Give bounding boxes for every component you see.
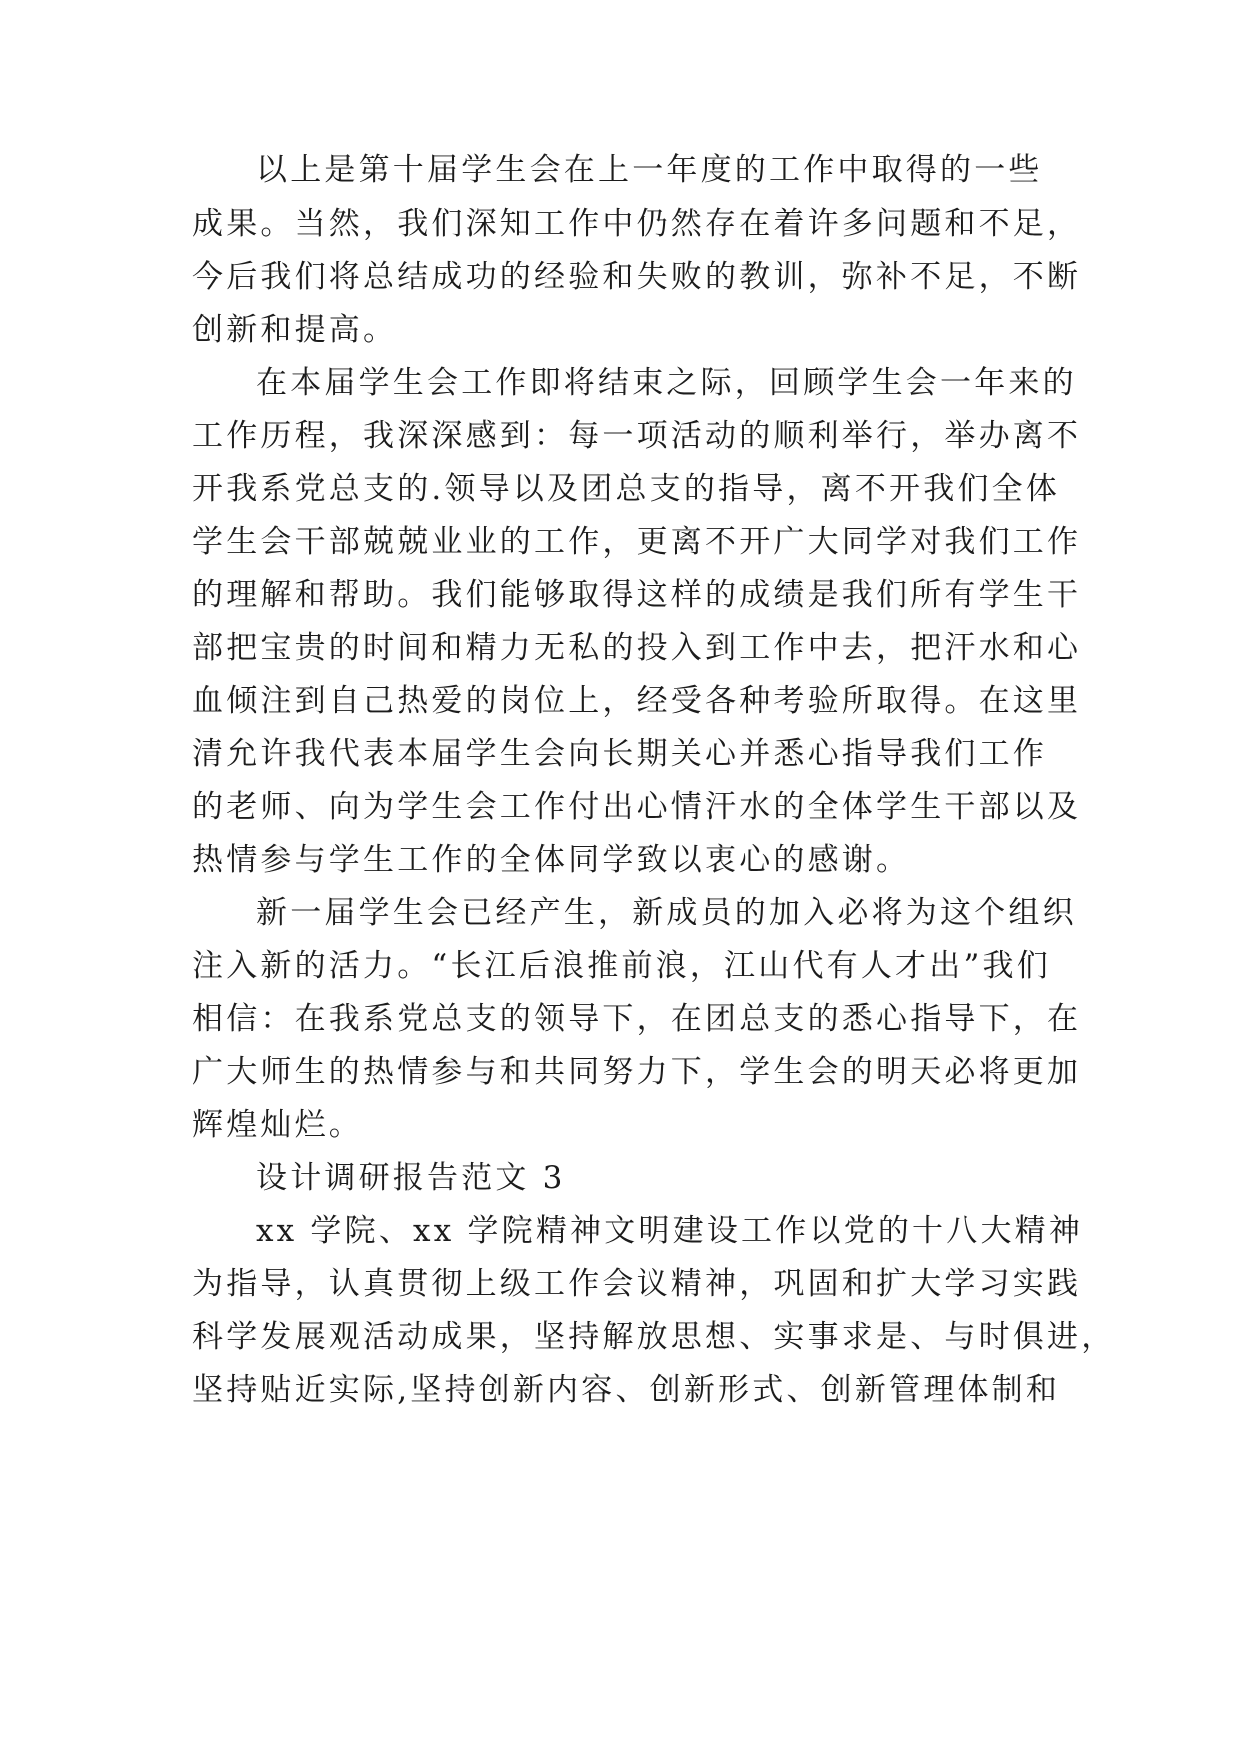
paragraph-2-line-2: 工作历程，我深深感到：每一项活动的顺利举行，举办离不 [192, 418, 1082, 454]
paragraph-2-line-5: 的理解和帮助。我们能够取得这样的成绩是我们所有学生干 [192, 577, 1082, 613]
paragraph-4-line-1: xx 学院、xx 学院精神文明建设工作以党的十八大精神 [256, 1213, 1084, 1249]
paragraph-3-line-3: 相信：在我系党总支的领导下，在团总支的悉心指导下，在 [192, 1001, 1082, 1037]
paragraph-2-line-6: 部把宝贵的时间和精力无私的投入到工作中去，把汗水和心 [192, 630, 1082, 666]
paragraph-4-line-2: 为指导，认真贯彻上级工作会议精神，巩固和扩大学习实践 [192, 1266, 1082, 1302]
paragraph-2-line-3: 开我系党总支的.领导以及团总支的指导，离不开我们全体 [192, 471, 1061, 507]
paragraph-3-line-1: 新一届学生会已经产生，新成员的加入必将为这个组织 [256, 895, 1077, 931]
paragraph-3-line-2: 注入新的活力。“长江后浪推前浪，江山代有人才出”我们 [192, 948, 1051, 984]
paragraph-1-line-3: 今后我们将总结成功的经验和失败的教训，弥补不足，不断 [192, 259, 1082, 295]
paragraph-2-line-8: 清允许我代表本届学生会向长期关心并悉心指导我们工作 [192, 736, 1047, 772]
paragraph-1-line-4: 创新和提高。 [192, 312, 398, 348]
paragraph-4-line-4: 坚持贴近实际,坚持创新内容、创新形式、创新管理体制和 [192, 1372, 1061, 1408]
paragraph-3-line-4: 广大师生的热情参与和共同努力下，学生会的明天必将更加 [192, 1054, 1082, 1090]
section-heading: 设计调研报告范文 3 [256, 1160, 566, 1196]
paragraph-2-line-1: 在本届学生会工作即将结束之际，回顾学生会一年来的 [256, 365, 1077, 401]
paragraph-2-line-10: 热情参与学生工作的全体同学致以衷心的感谢。 [192, 842, 911, 878]
paragraph-1-line-2: 成果。当然，我们深知工作中仍然存在着许多问题和不足， [192, 206, 1082, 242]
paragraph-2-line-9: 的老师、向为学生会工作付出心情汗水的全体学生干部以及 [192, 789, 1082, 825]
paragraph-1-line-1: 以上是第十届学生会在上一年度的工作中取得的一些 [256, 152, 1043, 188]
paragraph-2-line-7: 血倾注到自己热爱的岗位上，经受各种考验所取得。在这里 [192, 683, 1082, 719]
paragraph-2-line-4: 学生会干部兢兢业业的工作，更离不开广大同学对我们工作 [192, 524, 1082, 560]
paragraph-3-line-5: 辉煌灿烂。 [192, 1107, 363, 1143]
paragraph-4-line-3: 科学发展观活动成果，坚持解放思想、实事求是、与时俱进， [192, 1319, 1116, 1355]
